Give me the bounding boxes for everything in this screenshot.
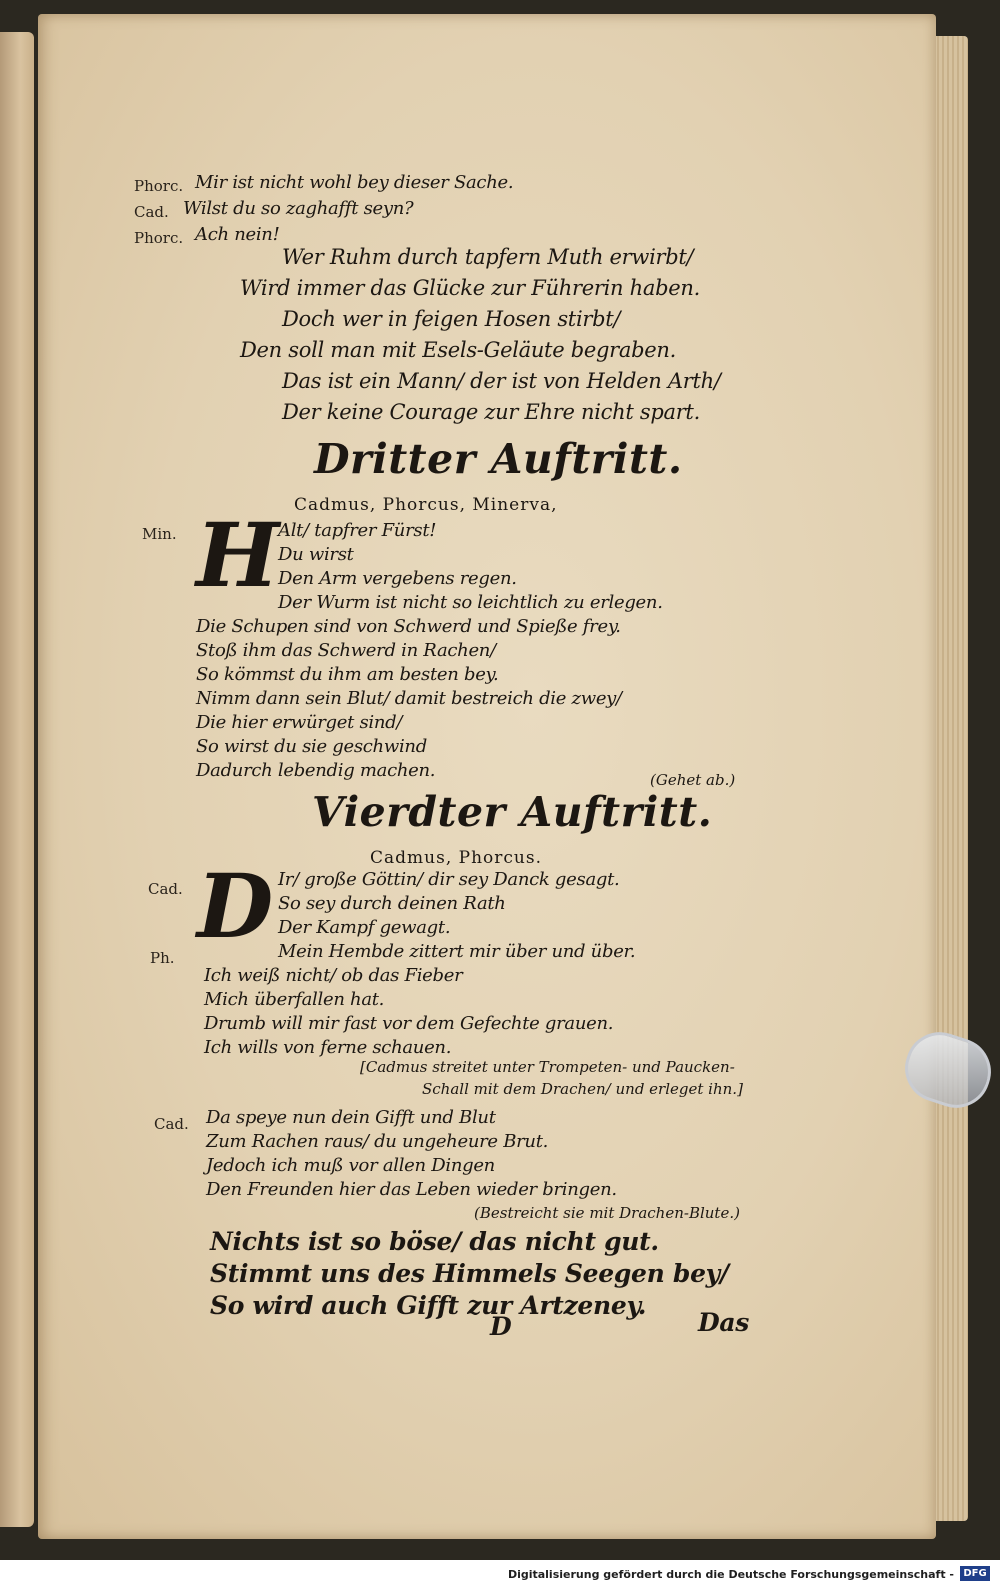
decorated-initial: D — [196, 854, 274, 958]
speaker-label: Phorc. — [134, 177, 184, 195]
verse-line: Du wirst — [278, 544, 354, 565]
verse-line: Mir ist nicht wohl bey dieser Sache. — [195, 172, 514, 193]
verse-line: Wird immer das Glücke zur Führerin haben. — [240, 276, 700, 300]
verse-line: Das ist ein Mann/ der ist von Helden Arth/ — [282, 369, 721, 393]
verse-line: Den Freunden hier das Leben wieder bringen. — [206, 1179, 617, 1200]
stage-direction: [Cadmus streitet unter Trompeten- und Paucken- — [360, 1058, 735, 1076]
verse-line: Den Arm vergebens regen. — [278, 568, 517, 589]
verse-line: So wird auch Gifft zur Artzeney. — [210, 1291, 647, 1320]
dfg-logo: DFG — [960, 1566, 990, 1581]
verse-line: Nimm dann sein Blut/ damit bestreich die zwey/ — [196, 688, 622, 709]
verse-line: Jedoch ich muß vor allen Dingen — [206, 1155, 495, 1176]
speaker-label: Ph. — [150, 949, 175, 967]
cast-list: Cadmus, Phorcus. — [370, 848, 542, 868]
speaker-label: Phorc. — [134, 229, 184, 247]
speaker-label: Cad. — [154, 1115, 189, 1133]
verse-line: Alt/ tapfrer Fürst! — [278, 520, 437, 541]
verse-line: Ir/ große Göttin/ dir sey Danck gesagt. — [278, 869, 620, 890]
verse-line: So wirst du sie geschwind — [196, 736, 427, 757]
verse-line: Stoß ihm das Schwerd in Rachen/ — [196, 640, 496, 661]
verse-line: Mein Hembde zittert mir über und über. — [278, 941, 636, 962]
stage-direction: (Gehet ab.) — [650, 771, 736, 789]
funding-credit: Digitalisierung gefördert durch die Deutsche Forschungsgemeinschaft - — [507, 1568, 954, 1581]
verse-line: Drumb will mir fast vor dem Gefechte grauen. — [204, 1013, 614, 1034]
verse-line: Der keine Courage zur Ehre nicht spart. — [282, 400, 700, 424]
verse-line: Nichts ist so böse/ das nicht gut. — [210, 1227, 659, 1256]
scene-heading: Dritter Auftritt. — [314, 435, 683, 483]
verse-line: Mich überfallen hat. — [204, 989, 385, 1010]
verse-line: Der Wurm ist nicht so leichtlich zu erlegen. — [278, 592, 663, 613]
decorated-initial: H — [196, 503, 280, 607]
signature-mark: D — [490, 1312, 512, 1341]
verse-line: Wer Ruhm durch tapfern Muth erwirbt/ — [282, 245, 694, 269]
stage-direction: Schall mit dem Drachen/ und erleget ihn.] — [422, 1080, 743, 1098]
verse-line: Den soll man mit Esels-Geläute begraben. — [240, 338, 676, 362]
verse-line: Zum Rachen raus/ du ungeheure Brut. — [206, 1131, 549, 1152]
verse-line: Ich weiß nicht/ ob das Fieber — [204, 965, 463, 986]
footer-bar — [0, 1560, 1000, 1589]
cast-list: Cadmus, Phorcus, Minerva, — [294, 495, 558, 515]
verse-line: Stimmt uns des Himmels Seegen bey/ — [210, 1259, 729, 1288]
verse-line: Ach nein! — [195, 224, 280, 245]
verse-line: Doch wer in feigen Hosen stirbt/ — [282, 307, 621, 331]
left-page-edge — [0, 32, 34, 1527]
verse-line: Die hier erwürget sind/ — [196, 712, 403, 733]
verse-line: So sey durch deinen Rath — [278, 893, 506, 914]
stage-direction: (Bestreicht sie mit Drachen-Blute.) — [474, 1204, 740, 1222]
verse-line: Die Schupen sind von Schwerd und Spieße frey. — [196, 616, 621, 637]
page-stack-edge — [934, 36, 968, 1521]
speaker-label: Cad. — [134, 203, 169, 221]
book-page — [38, 14, 936, 1539]
verse-line: Der Kampf gewagt. — [278, 917, 451, 938]
verse-line: Ich wills von ferne schauen. — [204, 1037, 452, 1058]
scene-heading: Vierdter Auftritt. — [312, 788, 713, 836]
verse-line: Da speye nun dein Gifft und Blut — [206, 1107, 496, 1128]
verse-line: Wilst du so zaghafft seyn? — [183, 198, 414, 219]
catchword: Das — [698, 1308, 750, 1337]
speaker-label: Min. — [142, 525, 177, 543]
verse-line: Dadurch lebendig machen. — [196, 760, 436, 781]
speaker-label: Cad. — [148, 880, 183, 898]
verse-line: So kömmst du ihm am besten bey. — [196, 664, 499, 685]
